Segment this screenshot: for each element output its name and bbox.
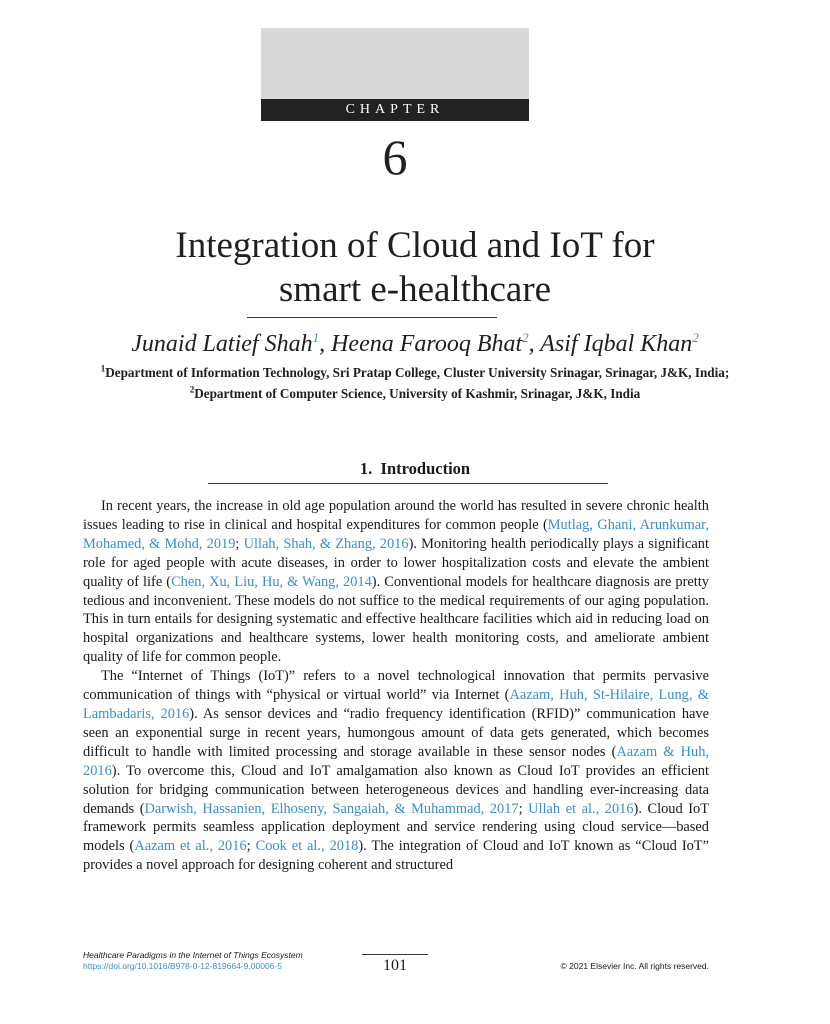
text-run: ; — [235, 535, 244, 552]
chapter-title — [60, 224, 770, 312]
affiliation-2: Department of Computer Science, University of Kashmir, Srinagar, J&K, India — [194, 386, 641, 401]
author-name: Heena Farooq Bhat — [331, 331, 523, 357]
page-number: 101 — [383, 957, 407, 974]
title-divider — [247, 317, 497, 318]
paragraph — [83, 497, 709, 667]
footer-source — [83, 950, 303, 972]
text-run: ). Cloud IoT framework permits seamless application deployment and service rendering using cloud service—based models ( — [83, 800, 709, 855]
footer-doi-link[interactable]: https://doi.org/10.1016/B978-0-12-819664-9.00006-5 — [83, 961, 282, 971]
citation-link[interactable]: Ullah, Shah, & Zhang, 2016 — [243, 535, 409, 552]
title-line-2: smart e-healthcare — [278, 269, 552, 310]
text-run: ; — [518, 800, 529, 817]
text-run: ). To overcome this, Cloud and IoT amalgamation also known as Cloud IoT provides an efficient solution for bridging communication between heterogeneous devices and handling ever-increasing data demands ( — [83, 762, 709, 817]
chapter-box — [261, 28, 529, 121]
body-text — [83, 497, 709, 875]
affiliation-marker: 1 — [100, 363, 106, 374]
citation-link[interactable]: Chen, Xu, Liu, Hu, & Wang, 2014 — [171, 573, 372, 590]
section-number: 1. — [359, 459, 373, 478]
author-name: Asif Iqbal Khan — [540, 331, 693, 357]
author-name: Junaid Latief Shah — [131, 331, 313, 357]
text-run: In recent years, the increase in old age population around the world has resulted in severe chronic health issues leading to rise in clinical and hospital expenditures for common people ( — [83, 498, 709, 533]
affiliations — [95, 362, 735, 404]
text-run: ). The integration of Cloud and IoT known as “Cloud IoT” provides a novel approach for designing coherent and structured — [83, 838, 709, 874]
text-run: ; — [246, 838, 256, 855]
text-run: ). Monitoring health periodically plays a significant role for aged people with acute diseases, in order to lower hospitalization costs and elevate the ambient quality of life ( — [83, 535, 709, 590]
affiliation-1: Department of Information Technology, Sri Pratap College, Cluster University Srinagar, Srinagar, J&K, India; — [105, 365, 730, 380]
citation-link[interactable]: Aazam, Huh, St-Hilaire, Lung, & Lambadaris, 2016 — [83, 687, 709, 722]
author-affiliation-marker[interactable]: 1 — [312, 330, 320, 345]
citation-link[interactable]: Cook et al., 2018 — [255, 838, 359, 855]
text-run: ). Conventional models for healthcare diagnosis are pretty tedious and inconvenient. These models do not suffice to the medical requirements of our aging population. This in turn entails for designing systematic and effective healthcare facilities which aid in reducing load on hospital organizations and healthcare systems, lower health monitoring costs, and ameliorate ambient quality of life for common people. — [83, 573, 709, 666]
title-line-1: Integration of Cloud and IoT for — [175, 225, 655, 266]
copyright-notice: © 2021 Elsevier Inc. All rights reserved. — [560, 961, 709, 971]
citation-link[interactable]: Ullah et al., 2016 — [528, 800, 634, 817]
chapter-label: CHAPTER — [261, 99, 529, 121]
author-affiliation-marker[interactable]: 2 — [522, 330, 529, 345]
paragraph — [83, 667, 709, 875]
citation-link[interactable]: Mutlag, Ghani, Arunkumar, Mohamed, & Mohd, 2019 — [83, 516, 709, 552]
section-title: Introduction — [380, 459, 471, 478]
section-divider — [208, 483, 608, 484]
affiliation-marker: 2 — [189, 384, 195, 395]
footer-journal: Healthcare Paradigms in the Internet of Things Ecosystem — [83, 950, 303, 960]
chapter-number: 6 — [382, 129, 408, 185]
author-list: Junaid Latief Shah$^1$, Heena Farooq Bhat$^2$, Asif Iqbal Khan$^2$ — [131, 330, 699, 357]
text-run: ). As sensor devices and “radio frequency identification (RFID)” communication have seen an exponential surge in recent years, humongous amount of data gets generated, which becomes difficult to handle with limited processing and storage available in these sensor nodes ( — [83, 705, 710, 760]
section-heading — [60, 458, 770, 480]
text-run: The “Internet of Things (IoT)” refers to a novel technological innovation that permits pervasive communication of things with “physical or virtual world” via Internet ( — [83, 668, 709, 704]
citation-link[interactable]: Aazam et al., 2016 — [134, 838, 247, 855]
citation-link[interactable]: Darwish, Hassanien, Elhoseny, Sangaiah, & Muhammad, 2017 — [144, 800, 519, 817]
citation-link[interactable]: Aazam & Huh, 2016 — [83, 743, 709, 779]
author-affiliation-marker[interactable]: 2 — [692, 330, 699, 345]
